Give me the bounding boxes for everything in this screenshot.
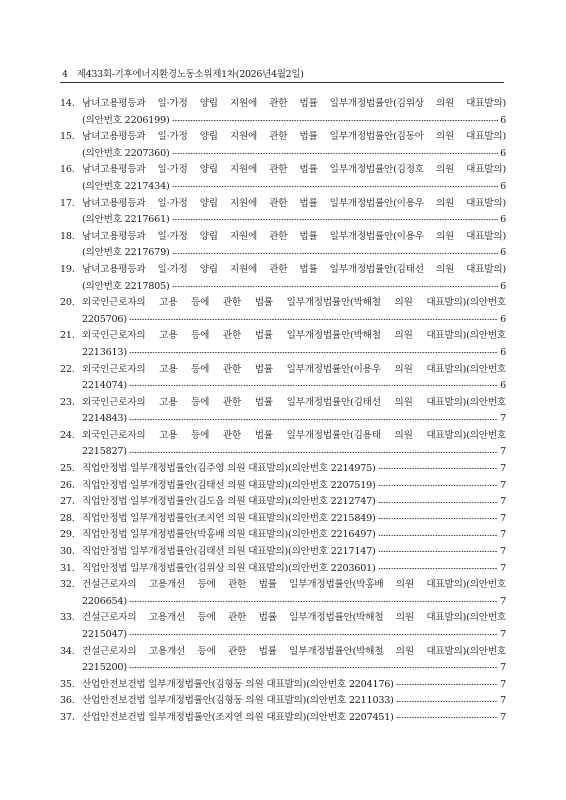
toc-entry[interactable]: [60, 96, 506, 129]
toc-entry[interactable]: [60, 527, 506, 544]
toc-entry-number: 22.: [60, 363, 75, 375]
toc-entry-number: 33.: [60, 612, 75, 624]
toc-entry-title: 산업안전보건법 일부개정법률안(김형동 의원 대표발의)(의안번호 2211033): [82, 695, 394, 707]
toc-entry-title: 건설근로자의 고용개선 등에 관한 법률 일부개정법률안(박해철 의원 대표발의)(의안번호: [82, 645, 506, 657]
toc-entry-title: 직업안정법 일부개정법률안(박홍배 의원 대표발의)(의안번호 2216497): [82, 529, 376, 541]
toc-entry-line: [60, 660, 506, 677]
toc-entry-line: [60, 378, 506, 395]
dot-leader: [129, 315, 498, 325]
toc-entry-page: 7: [500, 413, 506, 425]
toc-entry-line: [60, 146, 506, 163]
toc-entry-bill-number: 2215047): [82, 629, 127, 640]
toc-entry-line: [60, 478, 506, 495]
dot-leader: [172, 249, 499, 259]
toc-entry-line: [60, 444, 506, 461]
toc-entry[interactable]: [60, 677, 506, 694]
dot-leader: [129, 415, 498, 425]
toc-entry-number: 31.: [60, 562, 75, 574]
toc-entry-title: 산업안전보건법 일부개정법률안(조지연 의원 대표발의)(의안번호 2207451): [82, 711, 394, 723]
toc-entry-page: 7: [500, 463, 506, 475]
toc-entry-bill-number: (의안번호 2217679): [82, 247, 170, 259]
toc-entry-number: 14.: [60, 98, 75, 109]
toc-entry[interactable]: [60, 428, 506, 461]
toc-entry-line: [60, 677, 506, 694]
toc-entry-page: 6: [500, 346, 506, 358]
toc-entry-bill-number: 2205706): [82, 313, 127, 325]
toc-entry-number: 20.: [60, 297, 75, 309]
toc-entry-page: 7: [500, 529, 506, 541]
toc-entry-title: 직업안정법 일부개정법률안(김주영 의원 대표발의)(의안번호 2214975): [82, 463, 376, 475]
toc-entry[interactable]: [60, 577, 506, 610]
dot-leader: [172, 282, 499, 292]
toc-entry-bill-number: (의안번호 2217805): [82, 280, 170, 292]
toc-entry[interactable]: [60, 561, 506, 578]
toc-entry-line: [60, 362, 506, 379]
toc-entry-line: [60, 245, 506, 262]
toc-entry-line: [60, 527, 506, 544]
toc-entry-title: 남녀고용평등과 일·가정 양립 지원에 관한 법률 일부개정법률안(이용우 의원 대표발의): [82, 197, 506, 209]
toc-entry-line: [60, 577, 506, 594]
toc-entry-number: 16.: [60, 164, 75, 176]
toc-entry-number: 36.: [60, 695, 75, 707]
toc-entry[interactable]: [60, 478, 506, 495]
toc-entry-page: 7: [500, 662, 506, 674]
toc-entry-page: 6: [500, 247, 506, 259]
running-header: [62, 66, 506, 80]
dot-leader: [396, 713, 498, 723]
toc-entry-bill-number: 2213613): [82, 346, 127, 358]
toc-entry-line: [60, 561, 506, 578]
dot-leader: [129, 597, 498, 607]
toc-entry-line: [60, 312, 506, 329]
toc-entry-title: 외국인근로자의 고용 등에 관한 법률 일부개정법률안(김태선 의원 대표발의)(의안번호: [82, 396, 506, 408]
toc-entry-number: 24.: [60, 429, 75, 441]
toc-entry[interactable]: [60, 544, 506, 561]
toc-entry-title: 건설근로자의 고용개선 등에 관한 법률 일부개정법률안(박해철 의원 대표발의)(의안번호: [82, 612, 506, 624]
toc-entry-line: [60, 544, 506, 561]
toc-entry[interactable]: [60, 511, 506, 528]
toc-entry-number: 19.: [60, 263, 75, 275]
dot-leader: [172, 215, 499, 225]
toc-entry-page: 7: [500, 479, 506, 491]
toc-entry-number: 28.: [60, 512, 75, 524]
toc-entry-line: [60, 693, 506, 710]
toc-entry-number: 17.: [60, 197, 75, 209]
toc-entry[interactable]: [60, 196, 506, 229]
dot-leader: [129, 381, 498, 391]
toc-entry[interactable]: [60, 693, 506, 710]
toc-entry-title: 남녀고용평등과 일·가정 양립 지원에 관한 법률 일부개정법률안(김위상 의원 대표발의): [82, 98, 506, 109]
header-title: 제433회-기후에너지환경노동소위제1차(2026년4월2일): [76, 69, 304, 80]
toc-entry-title: 직업안정법 일부개정법률안(김위상 의원 대표발의)(의안번호 2203601): [82, 562, 376, 574]
toc-entry-title: 남녀고용평등과 일·가정 양립 지원에 관한 법률 일부개정법률안(김정호 의원 대표발의): [82, 164, 506, 176]
toc-entry[interactable]: [60, 461, 506, 478]
dot-leader: [129, 663, 498, 673]
toc-entry-title: 남녀고용평등과 일·가정 양립 지원에 관한 법률 일부개정법률안(김태선 의원 대표발의): [82, 263, 506, 275]
toc-entry-page: 6: [500, 280, 506, 292]
toc-entry[interactable]: [60, 362, 506, 395]
toc-entry[interactable]: [60, 610, 506, 643]
toc-entry-title: 건설근로자의 고용개선 등에 관한 법률 일부개정법률안(박홍배 의원 대표발의)(의안번호: [82, 579, 506, 591]
toc-entry[interactable]: [60, 262, 506, 295]
toc-entry-title: 직업안정법 일부개정법률안(김태선 의원 대표발의)(의안번호 2217147): [82, 546, 376, 558]
toc-entry-page: 6: [500, 114, 506, 126]
toc-entry-bill-number: 2214843): [82, 413, 127, 425]
dot-leader: [378, 464, 499, 474]
toc-entry-page: 7: [500, 496, 506, 508]
toc-entry-number: 35.: [60, 678, 75, 690]
toc-entry-page: 7: [500, 546, 506, 558]
toc-entry-bill-number: (의안번호 2217661): [82, 214, 170, 226]
toc-entry-number: 26.: [60, 479, 75, 491]
toc-entry-line: [60, 594, 506, 611]
toc-entry-bill-number: 2215200): [82, 662, 127, 674]
toc-entry-title: 남녀고용평등과 일·가정 양립 지원에 관한 법률 일부개정법률안(김동아 의원 대표발의): [82, 131, 506, 143]
toc-entry[interactable]: [60, 710, 506, 727]
toc-entry[interactable]: [60, 494, 506, 511]
dot-leader: [129, 448, 498, 458]
toc-entry-line: [60, 461, 506, 478]
toc-entry-bill-number: (의안번호 2207360): [82, 147, 170, 159]
toc-entry-number: 34.: [60, 645, 75, 657]
toc-entry-line: [60, 96, 506, 113]
toc-entry-page: 7: [500, 695, 506, 707]
toc-entry-number: 29.: [60, 529, 75, 541]
toc-entry-line: [60, 494, 506, 511]
toc-entry-page: 7: [500, 678, 506, 690]
toc-entry-line: [60, 113, 506, 130]
toc-entry-page: 7: [500, 595, 506, 607]
toc-entry-title: 직업안정법 일부개정법률안(조지연 의원 대표발의)(의안번호 2215849): [82, 512, 376, 524]
toc-entry[interactable]: [60, 295, 506, 328]
page-number: 4: [62, 69, 68, 80]
toc-entry-number: 18.: [60, 230, 75, 242]
toc-entry-line: [60, 710, 506, 727]
toc-entry-line: [60, 411, 506, 428]
toc-entry-number: 27.: [60, 496, 75, 508]
dot-leader: [396, 697, 498, 707]
toc-entry-title: 직업안정법 일부개정법률안(김태선 의원 대표발의)(의안번호 2207519): [82, 479, 376, 491]
toc-entry-line: [60, 644, 506, 661]
dot-leader: [378, 531, 499, 541]
toc-entry-line: [60, 279, 506, 296]
toc-entry-line: [60, 262, 506, 279]
toc-entry-line: [60, 179, 506, 196]
dot-leader: [378, 514, 499, 524]
toc-entry-page: 6: [500, 313, 506, 325]
header-rule: [60, 82, 504, 83]
toc-entry-number: 32.: [60, 579, 75, 591]
toc-entry-page: 7: [500, 446, 506, 458]
dot-leader: [172, 182, 499, 192]
toc-entry-line: [60, 295, 506, 312]
toc-entry-number: 23.: [60, 396, 75, 408]
toc-entry-page: 7: [500, 711, 506, 723]
toc-entry-page: 7: [500, 562, 506, 574]
toc-entry-line: [60, 129, 506, 146]
toc-entry-number: 15.: [60, 131, 75, 143]
toc-entry[interactable]: [60, 162, 506, 195]
toc-entry-title: 외국인근로자의 고용 등에 관한 법률 일부개정법률안(이용우 의원 대표발의)(의안번호: [82, 363, 506, 375]
toc-entry-title: 남녀고용평등과 일·가정 양립 지원에 관한 법률 일부개정법률안(이용우 의원 대표발의): [82, 230, 506, 242]
toc-entry-line: [60, 610, 506, 627]
toc-entry-page: 7: [500, 629, 506, 640]
toc-entry[interactable]: [60, 229, 506, 262]
toc-entry-line: [60, 328, 506, 345]
toc-entry-title: 외국인근로자의 고용 등에 관한 법률 일부개정법률안(박해철 의원 대표발의)(의안번호: [82, 297, 506, 309]
toc-entry-title: 산업안전보건법 일부개정법률안(김형동 의원 대표발의)(의안번호 2204176): [82, 678, 394, 690]
dot-leader: [172, 149, 499, 159]
dot-leader: [378, 547, 499, 557]
dot-leader: [129, 630, 498, 640]
toc-entry-bill-number: (의안번호 2206199): [82, 114, 170, 126]
toc-entry-line: [60, 627, 506, 644]
dot-leader: [396, 680, 498, 690]
toc-entry[interactable]: [60, 395, 506, 428]
toc-entry-number: 30.: [60, 546, 75, 558]
toc-entry-number: 37.: [60, 711, 75, 723]
toc-entry-line: [60, 345, 506, 362]
toc-entry-title: 외국인근로자의 고용 등에 관한 법률 일부개정법률안(박해철 의원 대표발의)(의안번호: [82, 330, 506, 342]
toc-entry-line: [60, 395, 506, 412]
toc-entry[interactable]: [60, 129, 506, 162]
toc-entry-page: 6: [500, 147, 506, 159]
toc-entry-bill-number: 2206654): [82, 595, 127, 607]
toc-entry-line: [60, 212, 506, 229]
toc-entry-line: [60, 428, 506, 445]
toc-entry-number: 25.: [60, 463, 75, 475]
toc-entry-bill-number: 2215827): [82, 446, 127, 458]
toc-entry-title: 외국인근로자의 고용 등에 관한 법률 일부개정법률안(김용태 의원 대표발의)(의안번호: [82, 429, 506, 441]
toc-entry[interactable]: [60, 328, 506, 361]
dot-leader: [378, 498, 499, 508]
dot-leader: [172, 116, 499, 126]
dot-leader: [378, 564, 499, 574]
toc-entry-title: 직업안정법 일부개정법률안(김도읍 의원 대표발의)(의안번호 2212747): [82, 496, 376, 508]
toc-entry-number: 21.: [60, 330, 75, 342]
dot-leader: [378, 481, 499, 491]
toc-entry[interactable]: [60, 644, 506, 677]
toc-entry-bill-number: (의안번호 2217434): [82, 180, 170, 192]
toc-entry-page: 6: [500, 380, 506, 392]
toc-entry-page: 7: [500, 512, 506, 524]
dot-leader: [129, 348, 498, 358]
toc-entry-line: [60, 511, 506, 528]
toc-entry-line: [60, 196, 506, 213]
toc-entry-page: 6: [500, 214, 506, 226]
toc-entry-line: [60, 162, 506, 179]
toc-entry-page: 6: [500, 180, 506, 192]
toc-entry-line: [60, 229, 506, 246]
table-of-contents: [60, 96, 506, 727]
toc-entry-bill-number: 2214074): [82, 380, 127, 392]
